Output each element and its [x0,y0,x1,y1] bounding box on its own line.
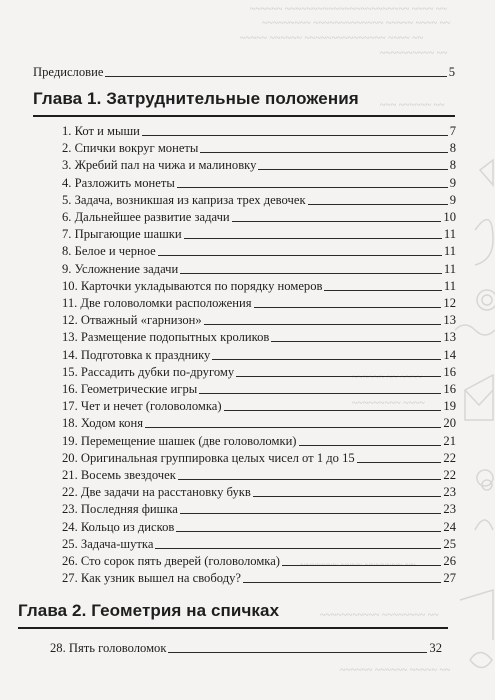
toc-entry-page: 9 [449,175,456,190]
toc-entry-title: 1. Кот и мыши [62,124,140,138]
toc-entry-page: 5 [448,65,455,79]
toc-entry-page: 16 [443,382,456,396]
toc-entry-title: 26. Сто сорок пять дверей (головоломка) [62,554,280,568]
toc-entry-page: 23 [443,502,456,517]
toc-entry-preface[interactable] [33,65,455,80]
toc-entry-title: 7. Прыгающие шашки [62,227,182,242]
bleed-through-text: ~~~~~~~~~~~ ~~~~~~~~ ~~ [320,610,439,621]
toc-entry-title: 6. Дальнейшее развитие задачи [62,210,230,224]
toc-entry-page: 8 [449,158,456,173]
leader-line [243,582,441,583]
toc-entry-page: 25 [443,536,456,551]
toc-entry-page: 11 [443,278,456,293]
toc-entry[interactable] [62,262,456,277]
leader-line [168,652,427,653]
toc-entry-title: 9. Усложнение задачи [62,261,179,276]
toc-entry-page: 10 [443,210,456,224]
toc-entry-page: 13 [443,313,456,328]
leader-line [142,135,448,136]
bleed-through-text: ~~~~~~ ~~~~~~ ~~~~~ ~~ [340,665,451,676]
leader-line [204,324,442,325]
toc-entry[interactable] [62,434,456,449]
leader-line [232,221,442,222]
leader-line [299,445,442,446]
toc-entry-page: 12 [443,296,456,310]
toc-entry-title: 4. Разложить монеты [62,175,175,190]
toc-entry[interactable] [62,468,456,483]
toc-entry-page: 9 [449,192,456,207]
toc-entry-title: 20. Оригинальная группировка целых чисел от 1 до 15 [62,450,355,465]
toc-entry[interactable] [62,313,456,328]
toc-entry[interactable] [62,485,456,500]
toc-entry[interactable] [62,244,456,259]
toc-entry-page: 22 [443,450,456,465]
toc-entry-title: 14. Подготовка к празднику [62,347,211,362]
toc-entry-title: 17. Чет и нечет (головоломка) [62,399,222,414]
toc-entry-page: 11 [443,227,456,242]
toc-entry-title: 28. Пять головоломок [50,641,167,655]
leader-line [308,204,448,205]
toc-entry-page: 26 [443,554,456,568]
toc-entry-page: 19 [443,399,456,414]
toc-entry-page: 21 [443,433,456,448]
toc-entry-title: 19. Перемещение шашек (две головоломки) [62,433,297,448]
leader-line [258,169,447,170]
leader-line [180,273,442,274]
leader-line [254,307,442,308]
toc-entry-title: 24. Кольцо из дисков [62,519,175,534]
leader-line [145,427,441,428]
leader-line [282,565,441,566]
toc-entry[interactable] [62,158,456,173]
leader-line [176,531,441,532]
toc-entry-title: 15. Рассадить дубки по-другому [62,364,235,379]
bleed-through-text: ~~~~~~~~~~ ~~ [380,48,448,59]
leader-line [177,187,448,188]
toc-entry-page: 24 [443,519,456,534]
toc-entry-title: 12. Отважный «гарнизон» [62,313,202,328]
toc-entry-title: 8. Белое и черное [62,244,156,259]
bleed-through-text: ~~~~~~ ~~~~~~~~~~~~~~~~~~~~~~~ ~~~~ ~~ [250,4,447,15]
toc-entry[interactable] [62,210,456,225]
toc-entry-title: 11. Две головоломки расположения [62,296,252,310]
leader-line [155,548,441,549]
bleed-through-text: ~~~~~~~~~ ~~~~~~~~~~~~~ ~~~~~ ~~~~ ~~ [262,18,451,29]
toc-entry-page: 27 [443,571,456,586]
toc-entry-page: 14 [443,347,456,362]
leader-line [212,359,441,360]
chapter-rule [33,115,455,117]
toc-entry[interactable] [62,141,456,156]
leader-line [184,238,442,239]
toc-entry-title: 16. Геометрические игры [62,382,198,396]
bleed-through-text: ~~~ ~~~~~~ ~~ [380,100,445,111]
leader-line [357,462,442,463]
toc-entry[interactable] [62,382,456,397]
toc-entry[interactable] [62,348,456,363]
toc-entry-title: Предисловие [33,65,104,79]
toc-entry-title: 10. Карточки укладываются по порядку номеров [62,278,323,293]
bleed-through-text: ~~~~~ ~~~~~~ ~~~~~~~~~~~~~~~ ~~~~ ~~ [240,33,424,44]
toc-entry-title: 18. Ходом коня [62,416,144,431]
toc-entry[interactable] [62,330,456,345]
chapter-1-heading: Глава 1. Затруднительные положения [33,89,359,108]
toc-entry-page: 32 [429,641,442,655]
leader-line [105,76,446,77]
toc-entry[interactable] [62,571,456,586]
toc-entry[interactable] [62,124,456,139]
toc-entry[interactable] [62,176,456,191]
bleed-through-text: ~~~~~~~~~ ~~~~ [352,398,425,409]
toc-entry[interactable] [62,554,456,569]
toc-entry-page: 11 [443,261,456,276]
toc-entry[interactable] [50,641,442,656]
toc-entry-title: 21. Восемь звездочек [62,468,176,482]
toc-entry[interactable] [62,279,456,294]
toc-entry[interactable] [62,451,456,466]
leader-line [324,290,441,291]
toc-entry-title: 3. Жребий пал на чижа и малиновку [62,158,257,173]
leader-line [199,393,441,394]
toc-entry-title: 23. Последняя фишка [62,502,178,517]
toc-entry-title: 5. Задача, возникшая из каприза трех девочек [62,192,306,207]
leader-line [200,152,447,153]
toc-entry[interactable] [62,193,456,208]
toc-entry-page: 20 [443,416,456,431]
toc-entry-page: 22 [443,468,456,482]
bleed-through-text: ~~~~~~ ~~ ~~~~ [352,372,422,383]
bleed-through-text: ~~~~~~~ ~~~~ ~~~~~~~ ~~ [300,560,416,571]
toc-entry-page: 13 [443,330,456,345]
toc-entry-page: 7 [449,124,456,138]
toc-entry-title: 22. Две задачи на расстановку букв [62,485,251,500]
toc-entry[interactable] [62,502,456,517]
leader-line [253,496,442,497]
toc-entry[interactable] [62,416,456,431]
toc-entry[interactable] [62,520,456,535]
toc-entry[interactable] [62,296,456,311]
toc-entry-page: 23 [443,485,456,500]
leader-line [158,255,442,256]
toc-entry-page: 11 [443,244,456,259]
leader-line [224,410,442,411]
chapter-2-heading: Глава 2. Геометрия на спичках [18,601,280,620]
leader-line [236,376,441,377]
toc-entry-title: 27. Как узник вышел на свободу? [62,571,241,586]
toc-entry-title: 25. Задача-шутка [62,536,154,551]
chapter-rule [18,627,448,629]
leader-line [180,513,442,514]
toc-entry-title: 13. Размещение подопытных кроликов [62,330,270,345]
leader-line [178,479,442,480]
leader-line [271,341,441,342]
toc-entry-page: 8 [449,141,456,156]
toc-entry[interactable] [62,399,456,414]
toc-entry-page: 16 [443,364,456,379]
toc-entry[interactable] [62,537,456,552]
toc-entry[interactable] [62,227,456,242]
toc-entry[interactable] [62,365,456,380]
toc-entry-title: 2. Спички вокруг монеты [62,141,199,156]
